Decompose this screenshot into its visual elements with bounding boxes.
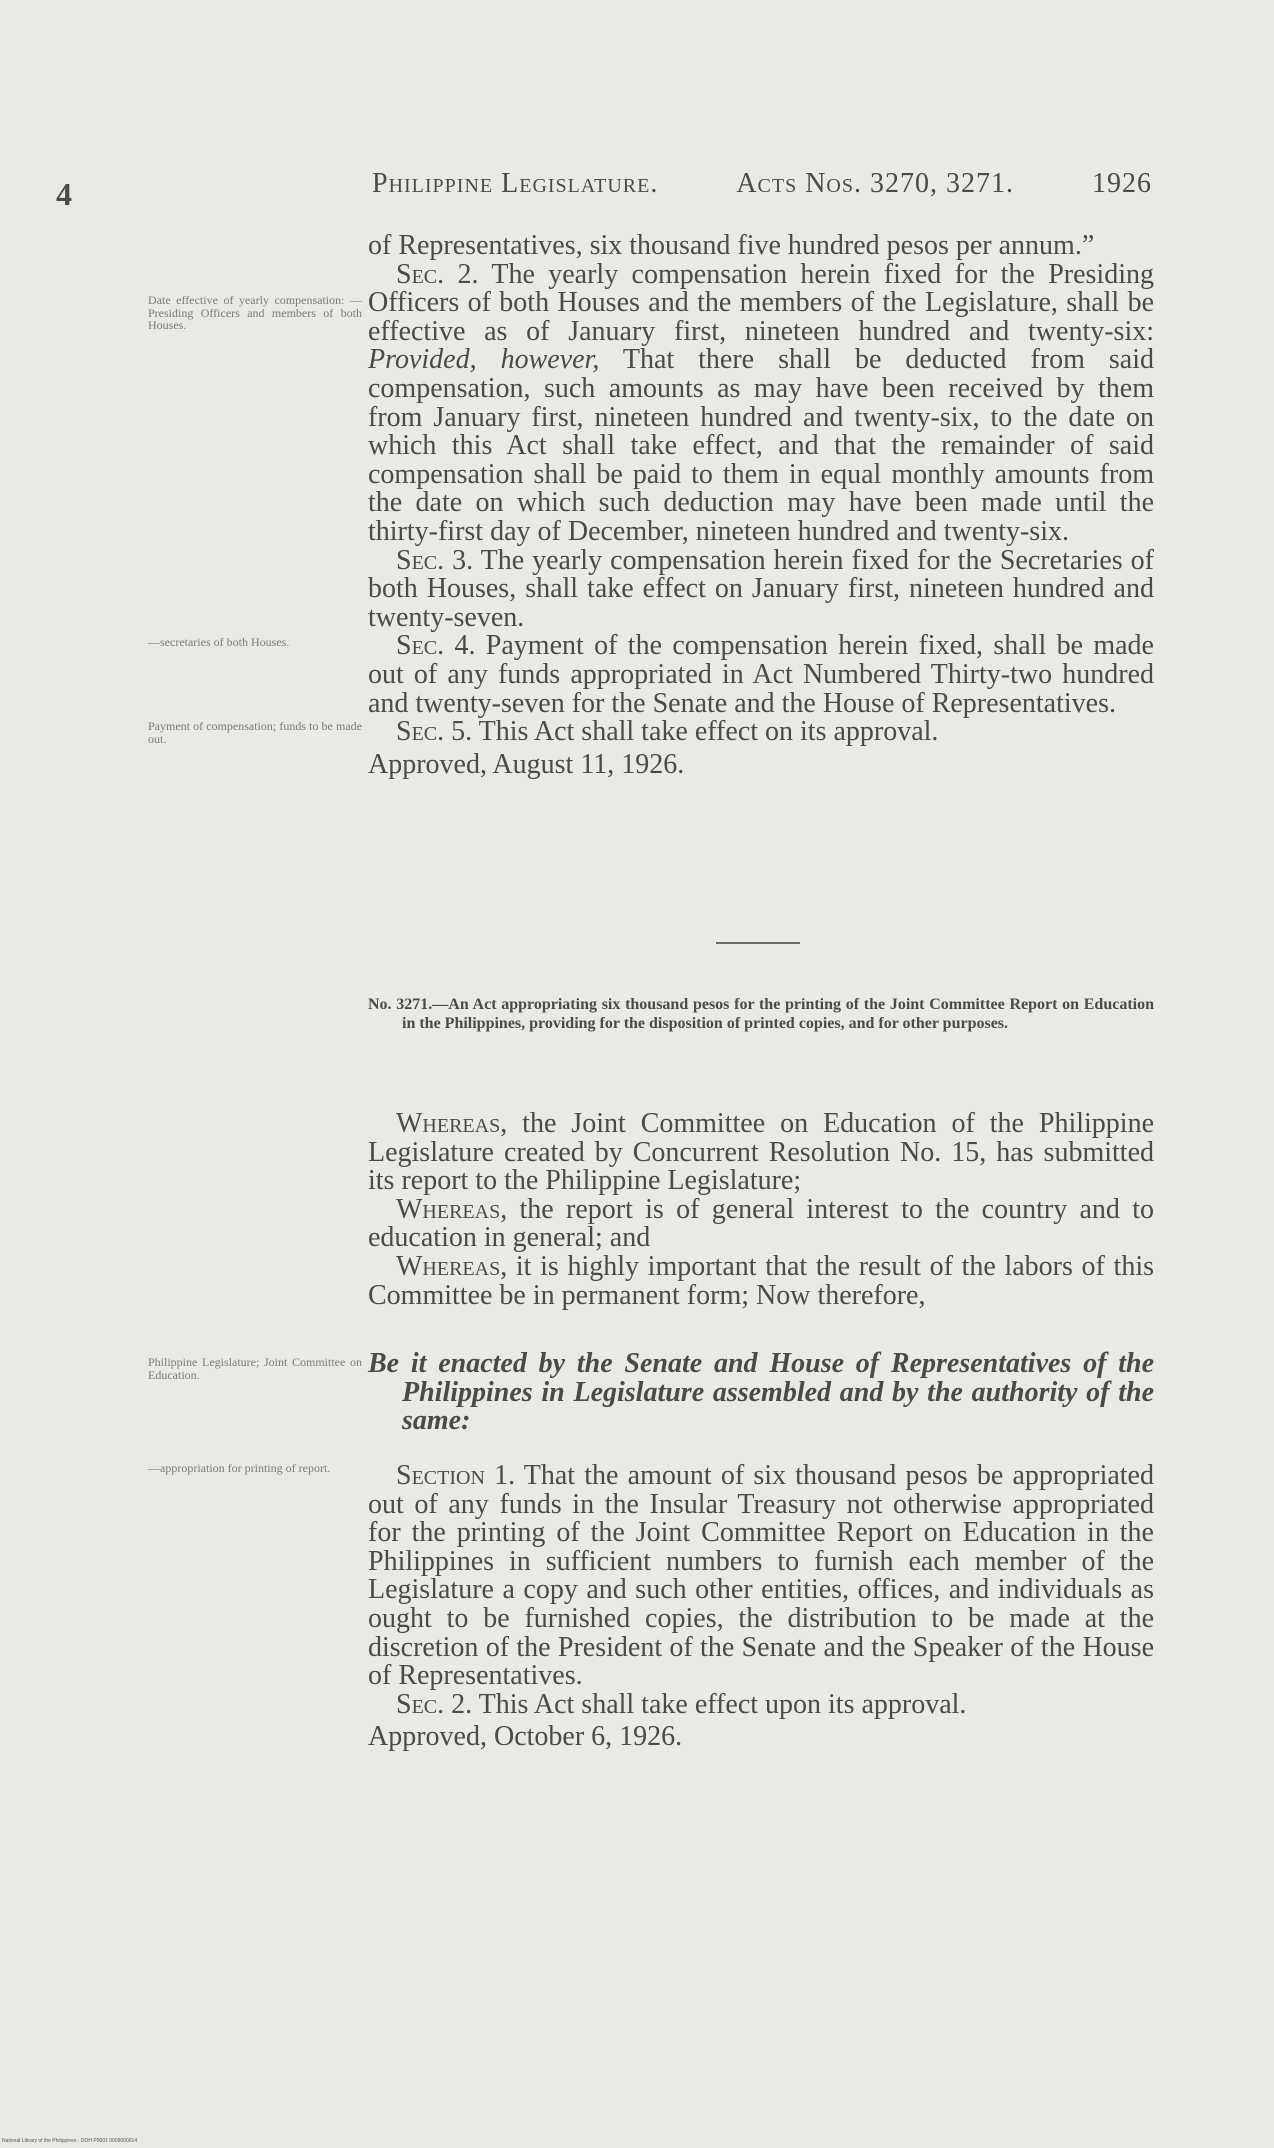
sec-label: Sec. 2.: [396, 258, 479, 290]
margin-note-1: Date effective of yearly compensation: —Presiding Officers and members of both Houses.: [148, 293, 362, 332]
sec-text: Payment of the compensation herein fixed, shall be made out of any funds appropriated in Act Numbered Thirty-two hundred and twenty-seven for the Senate and the House of Representatives.: [368, 630, 1154, 719]
sec-label: Sec. 4.: [396, 630, 476, 662]
act-3270-sec-4: [368, 632, 1154, 718]
sec-text: That there shall be deducted from said compensation, such amounts as may have been received by them from January first, nineteen hundred and twenty-six, to the date on which this Act shall take effect, and that the remainder of said compensation shall be paid to them in equal monthly amounts from the date on which such deduction may have been made until the thirty-first day of December, nineteen hundred and twenty-six.: [368, 344, 1154, 547]
whereas-label: Whereas,: [396, 1108, 508, 1139]
act-3270-sec-3: [368, 544, 1154, 633]
sec-text: That the amount of six thousand pesos be appropriated out of any funds in the Insular Treasury not otherwise appropriated for the printing of the Joint Committee Report on Education in the Philippines in sufficient numbers to furnish each member of the Legislature a copy and such other entities, offices, and individuals as ought to be furnished copies, the distribution to be made at the discretion of the President of the Senate and the Speaker of the House of Representatives.: [368, 1460, 1154, 1692]
whereas-3: [368, 1250, 1154, 1311]
whereas-text: it is highly important that the result of the labors of this Committee be in permanent form; Now therefore,: [368, 1250, 1154, 1311]
sec-text: This Act shall take effect on its approval.: [472, 716, 939, 748]
running-head-right: Acts Nos. 3270, 3271.: [736, 168, 1014, 199]
enacting-clause: Be it enacted by the Senate and House of Representatives of the Philippines in Legislature assembled and by the authority of the same:: [368, 1348, 1154, 1437]
sec-label: Sec. 5.: [396, 716, 473, 748]
margin-note-2: —secretaries of both Houses.: [148, 635, 290, 649]
whereas-label: Whereas,: [396, 1193, 508, 1225]
act-3271-title: No. 3271.—An Act appropriating six thousand pesos for the printing of the Joint Committee Report on Education in the Philippines, providing for the disposition of printed copies, and for other purposes.: [368, 996, 1154, 1032]
scan-footer: National Library of the Philippines · DOH P0001 0009000014: [2, 2138, 138, 2144]
sec-label: Sec. 3.: [396, 544, 474, 576]
act-3271-preamble: [368, 1110, 1154, 1310]
running-head-year: 1926: [1091, 168, 1152, 199]
act-3271-sec-2: [368, 1688, 1154, 1720]
running-head-left: Philippine Legislature.: [372, 168, 659, 199]
whereas-text: the Joint Committee on Education of the Philippine Legislature created by Concurrent Resolution No. 15, has submitted its report to the Philippine Legislature;: [368, 1108, 1154, 1197]
act-3271-body: [368, 1462, 1154, 1752]
running-head: [372, 168, 1152, 200]
sec-text: The yearly compensation herein fixed for the Secretaries of both Houses, shall take effect on January first, nineteen hundred and twenty-seven.: [368, 544, 1154, 633]
margin-note-5: —appropriation for printing of report.: [148, 1461, 331, 1475]
section-divider: [716, 942, 800, 944]
act-3271-sec-1: [368, 1462, 1154, 1691]
act-3270-sec-2: [368, 258, 1154, 547]
whereas-1: [368, 1110, 1154, 1196]
margin-note-3: Payment of compensation; funds to be made out.: [148, 719, 362, 746]
act-3270-sec-5: [368, 718, 1154, 747]
sec-italic: Provided, however,: [368, 344, 600, 376]
act-3270-approved: Approved, August 11, 1926.: [368, 748, 685, 780]
continuation-text: of Representatives, six thousand five hundred pesos per annum.”: [368, 230, 1095, 261]
margin-note-4: Philippine Legislature; Joint Committee on Education.: [148, 1355, 362, 1382]
page-number: 4: [56, 176, 72, 212]
sec-label: Section 1.: [396, 1460, 516, 1491]
whereas-label: Whereas,: [396, 1250, 508, 1282]
act-3270-body: [368, 232, 1154, 779]
whereas-2: [368, 1193, 1154, 1254]
sec-text: This Act shall take effect upon its approval.: [472, 1688, 967, 1720]
act-3271-approved: Approved, October 6, 1926.: [368, 1721, 683, 1753]
sec-label: Sec. 2.: [396, 1688, 473, 1720]
sec-text: The yearly compensation herein fixed for the Presiding Officers of both Houses and the members of the Legislature, shall be effective as of January first, nineteen hundred and twenty-six:: [368, 258, 1154, 347]
whereas-text: the report is of general interest to the country and to education in general; and: [368, 1193, 1154, 1254]
